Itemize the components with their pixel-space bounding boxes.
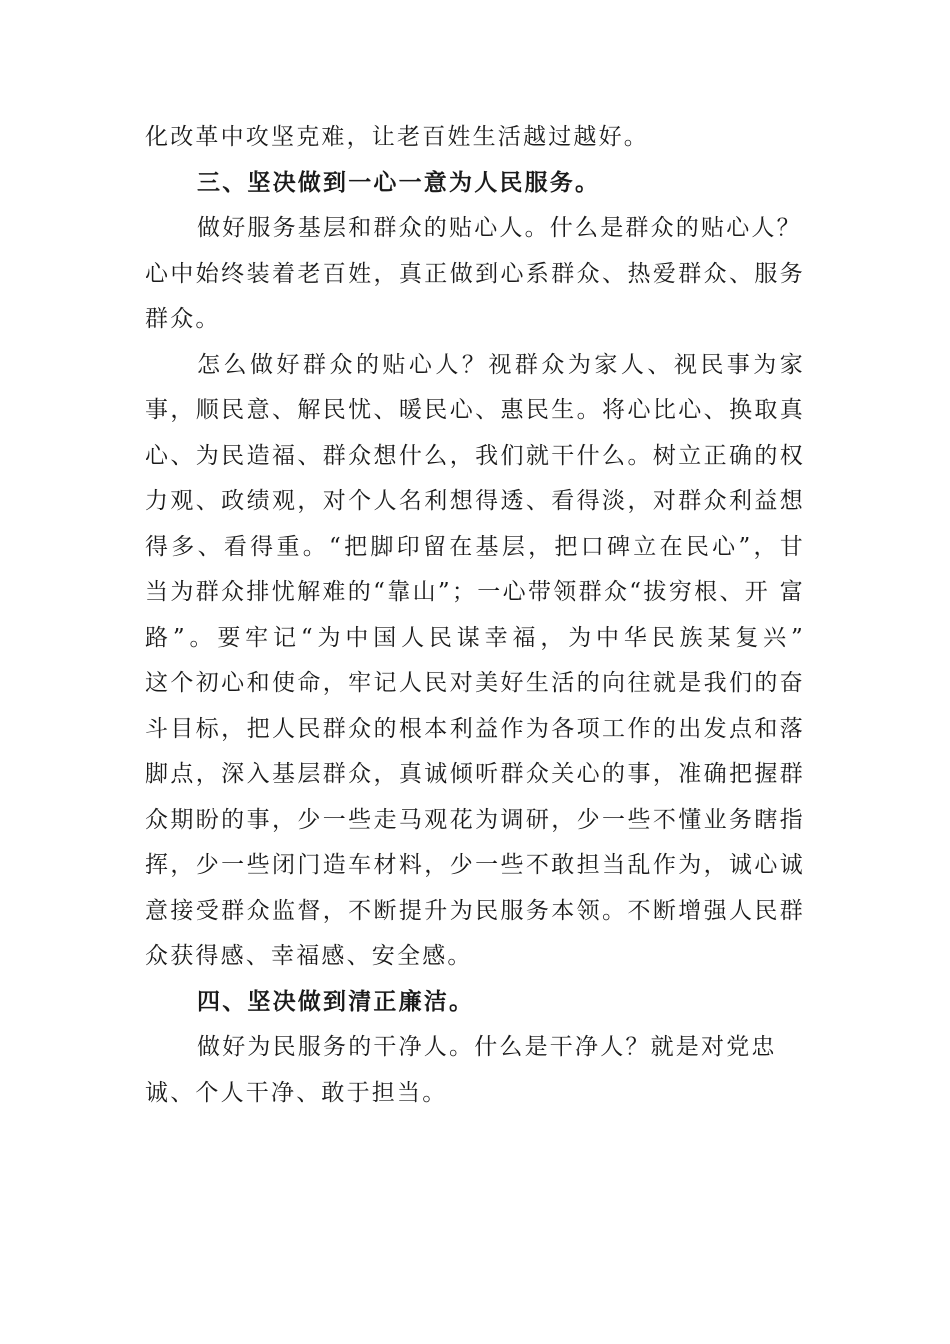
body-line: 众获得感、幸福感、安全感。	[145, 943, 473, 969]
paragraph-first-line: 怎么做好群众的贴心人？视群众为家人、视民事为家	[197, 351, 805, 378]
body-line: 斗目标，把人民群众的根本利益作为各项工作的出发点和落	[145, 715, 805, 742]
body-line: 群众。	[145, 306, 221, 332]
body-line: 众期盼的事，少一些走马观花为调研，少一些不懂业务瞎指	[145, 806, 805, 833]
body-line: 得多、看得重。“把脚印留在基层，把口碑立在民心”，甘	[145, 533, 805, 560]
body-line: 意接受群众监督，不断提升为民服务本领。不断增强人民群	[145, 897, 805, 924]
document-body	[145, 115, 805, 1116]
section-heading-4: 四、坚决做到清正廉洁。	[197, 988, 475, 1015]
body-line: 力观、政绩观，对个人名利想得透、看得淡，对群众利益想	[145, 488, 805, 514]
body-line: 心、为民造福、群众想什么，我们就干什么。树立正确的权	[145, 442, 805, 469]
paragraph-first-line: 做好为民服务的干净人。什么是干净人？就是对党忠	[197, 1034, 777, 1060]
body-line: 事，顺民意、解民忧、暖民心、惠民生。将心比心、换取真	[145, 397, 805, 423]
body-line: 化改革中攻坚克难，让老百姓生活越过越好。	[145, 124, 649, 150]
body-line: 诚、个人干净、敢于担当。	[145, 1079, 448, 1106]
body-line: 路”。要牢记“为中国人民谋幸福，为中华民族某复兴”	[145, 624, 805, 651]
section-heading-3: 三、坚决做到一心一意为人民服务。	[197, 169, 601, 196]
body-line: 脚点，深入基层群众，真诚倾听群众关心的事，准确把握群	[145, 761, 805, 787]
body-line: 当为群众排忧解难的“靠山”；一心带领群众“拔穷根、开 富	[145, 579, 805, 605]
body-line: 心中始终装着老百姓，真正做到心系群众、热爱群众、服务	[145, 260, 805, 287]
body-line: 这个初心和使命，牢记人民对美好生活的向往就是我们的奋	[145, 670, 805, 696]
paragraph-first-line: 做好服务基层和群众的贴心人。什么是群众的贴心人？	[197, 215, 802, 241]
body-line: 挥，少一些闭门造车材料，少一些不敢担当乱作为，诚心诚	[145, 852, 805, 878]
